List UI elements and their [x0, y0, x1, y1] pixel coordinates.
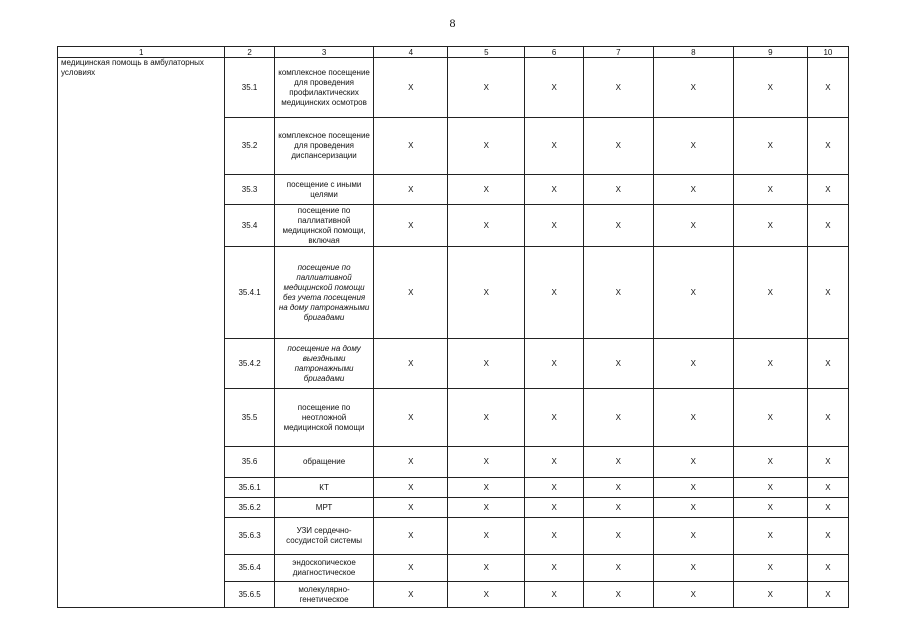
value-cell: X	[448, 175, 525, 205]
row-name: КТ	[274, 478, 374, 498]
value-cell: X	[525, 555, 584, 582]
value-cell: X	[583, 339, 653, 389]
value-cell: X	[374, 582, 448, 608]
value-cell: X	[583, 582, 653, 608]
row-code: 35.6.5	[225, 582, 274, 608]
value-cell: X	[448, 247, 525, 339]
value-cell: X	[374, 518, 448, 555]
value-cell: X	[653, 518, 733, 555]
value-cell: X	[374, 205, 448, 247]
value-cell: X	[807, 118, 848, 175]
value-cell: X	[653, 555, 733, 582]
value-cell: X	[583, 118, 653, 175]
value-cell: X	[374, 478, 448, 498]
row-code: 35.1	[225, 58, 274, 118]
data-table	[57, 46, 849, 608]
value-cell: X	[448, 389, 525, 447]
value-cell: X	[583, 555, 653, 582]
row-name: посещение на дому выездными патронажными бригадами	[274, 339, 374, 389]
column-header: 2	[225, 47, 274, 58]
row-name: молекулярно-генетическое	[274, 582, 374, 608]
row-code: 35.2	[225, 118, 274, 175]
value-cell: X	[653, 339, 733, 389]
value-cell: X	[653, 118, 733, 175]
row-name: посещение по паллиативной медицинской помощи без учета посещения на дому патронажными бригадами	[274, 247, 374, 339]
value-cell: X	[733, 478, 807, 498]
value-cell: X	[807, 555, 848, 582]
value-cell: X	[653, 447, 733, 478]
value-cell: X	[374, 247, 448, 339]
value-cell: X	[525, 478, 584, 498]
value-cell: X	[653, 175, 733, 205]
section-label: медицинская помощь в амбулаторных условиях	[58, 58, 225, 608]
value-cell: X	[653, 389, 733, 447]
value-cell: X	[448, 582, 525, 608]
value-cell: X	[448, 478, 525, 498]
value-cell: X	[733, 447, 807, 478]
column-header: 7	[583, 47, 653, 58]
row-code: 35.5	[225, 389, 274, 447]
value-cell: X	[583, 205, 653, 247]
column-header: 8	[653, 47, 733, 58]
value-cell: X	[733, 389, 807, 447]
value-cell: X	[733, 247, 807, 339]
value-cell: X	[525, 582, 584, 608]
row-code: 35.6.3	[225, 518, 274, 555]
column-header: 10	[807, 47, 848, 58]
value-cell: X	[374, 555, 448, 582]
value-cell: X	[583, 447, 653, 478]
row-name: посещение с иными целями	[274, 175, 374, 205]
row-name: эндоскопическое диагностическое	[274, 555, 374, 582]
value-cell: X	[525, 175, 584, 205]
value-cell: X	[525, 447, 584, 478]
value-cell: X	[583, 389, 653, 447]
value-cell: X	[448, 555, 525, 582]
value-cell: X	[374, 118, 448, 175]
row-code: 35.4.1	[225, 247, 274, 339]
column-header: 1	[58, 47, 225, 58]
header-row	[58, 47, 849, 58]
value-cell: X	[807, 447, 848, 478]
column-header: 6	[525, 47, 584, 58]
row-code: 35.6.2	[225, 498, 274, 518]
column-header: 9	[733, 47, 807, 58]
value-cell: X	[653, 58, 733, 118]
value-cell: X	[374, 447, 448, 478]
value-cell: X	[653, 247, 733, 339]
value-cell: X	[733, 582, 807, 608]
row-name: комплексное посещение для проведения диспансеризации	[274, 118, 374, 175]
value-cell: X	[448, 205, 525, 247]
value-cell: X	[448, 447, 525, 478]
value-cell: X	[733, 175, 807, 205]
value-cell: X	[653, 498, 733, 518]
row-code: 35.6	[225, 447, 274, 478]
value-cell: X	[807, 58, 848, 118]
row-name: комплексное посещение для проведения профилактических медицинских осмотров	[274, 58, 374, 118]
row-code: 35.3	[225, 175, 274, 205]
row-name: МРТ	[274, 498, 374, 518]
value-cell: X	[807, 498, 848, 518]
value-cell: X	[525, 118, 584, 175]
value-cell: X	[374, 339, 448, 389]
value-cell: X	[733, 498, 807, 518]
table-row	[58, 58, 849, 118]
value-cell: X	[583, 175, 653, 205]
value-cell: X	[807, 478, 848, 498]
value-cell: X	[374, 175, 448, 205]
column-header: 4	[374, 47, 448, 58]
value-cell: X	[448, 339, 525, 389]
value-cell: X	[374, 58, 448, 118]
value-cell: X	[733, 518, 807, 555]
row-name: обращение	[274, 447, 374, 478]
value-cell: X	[583, 58, 653, 118]
row-name: посещение по неотложной медицинской помощи	[274, 389, 374, 447]
value-cell: X	[525, 339, 584, 389]
value-cell: X	[807, 247, 848, 339]
value-cell: X	[807, 582, 848, 608]
value-cell: X	[583, 478, 653, 498]
row-code: 35.4.2	[225, 339, 274, 389]
value-cell: X	[374, 389, 448, 447]
value-cell: X	[448, 498, 525, 518]
value-cell: X	[525, 498, 584, 518]
column-header: 5	[448, 47, 525, 58]
value-cell: X	[448, 118, 525, 175]
value-cell: X	[525, 58, 584, 118]
value-cell: X	[653, 205, 733, 247]
value-cell: X	[583, 498, 653, 518]
value-cell: X	[733, 555, 807, 582]
value-cell: X	[807, 175, 848, 205]
value-cell: X	[807, 339, 848, 389]
value-cell: X	[807, 205, 848, 247]
value-cell: X	[733, 118, 807, 175]
value-cell: X	[448, 58, 525, 118]
value-cell: X	[525, 247, 584, 339]
row-name: УЗИ сердечно-сосудистой системы	[274, 518, 374, 555]
value-cell: X	[525, 518, 584, 555]
value-cell: X	[374, 498, 448, 518]
row-code: 35.4	[225, 205, 274, 247]
value-cell: X	[653, 582, 733, 608]
value-cell: X	[448, 518, 525, 555]
value-cell: X	[583, 247, 653, 339]
row-name: посещение по паллиативной медицинской помощи, включая	[274, 205, 374, 247]
value-cell: X	[733, 205, 807, 247]
value-cell: X	[733, 339, 807, 389]
value-cell: X	[807, 518, 848, 555]
page-number: 8	[449, 16, 456, 30]
value-cell: X	[807, 389, 848, 447]
value-cell: X	[733, 58, 807, 118]
value-cell: X	[525, 389, 584, 447]
row-code: 35.6.4	[225, 555, 274, 582]
row-code: 35.6.1	[225, 478, 274, 498]
column-header: 3	[274, 47, 374, 58]
value-cell: X	[525, 205, 584, 247]
value-cell: X	[583, 518, 653, 555]
value-cell: X	[653, 478, 733, 498]
